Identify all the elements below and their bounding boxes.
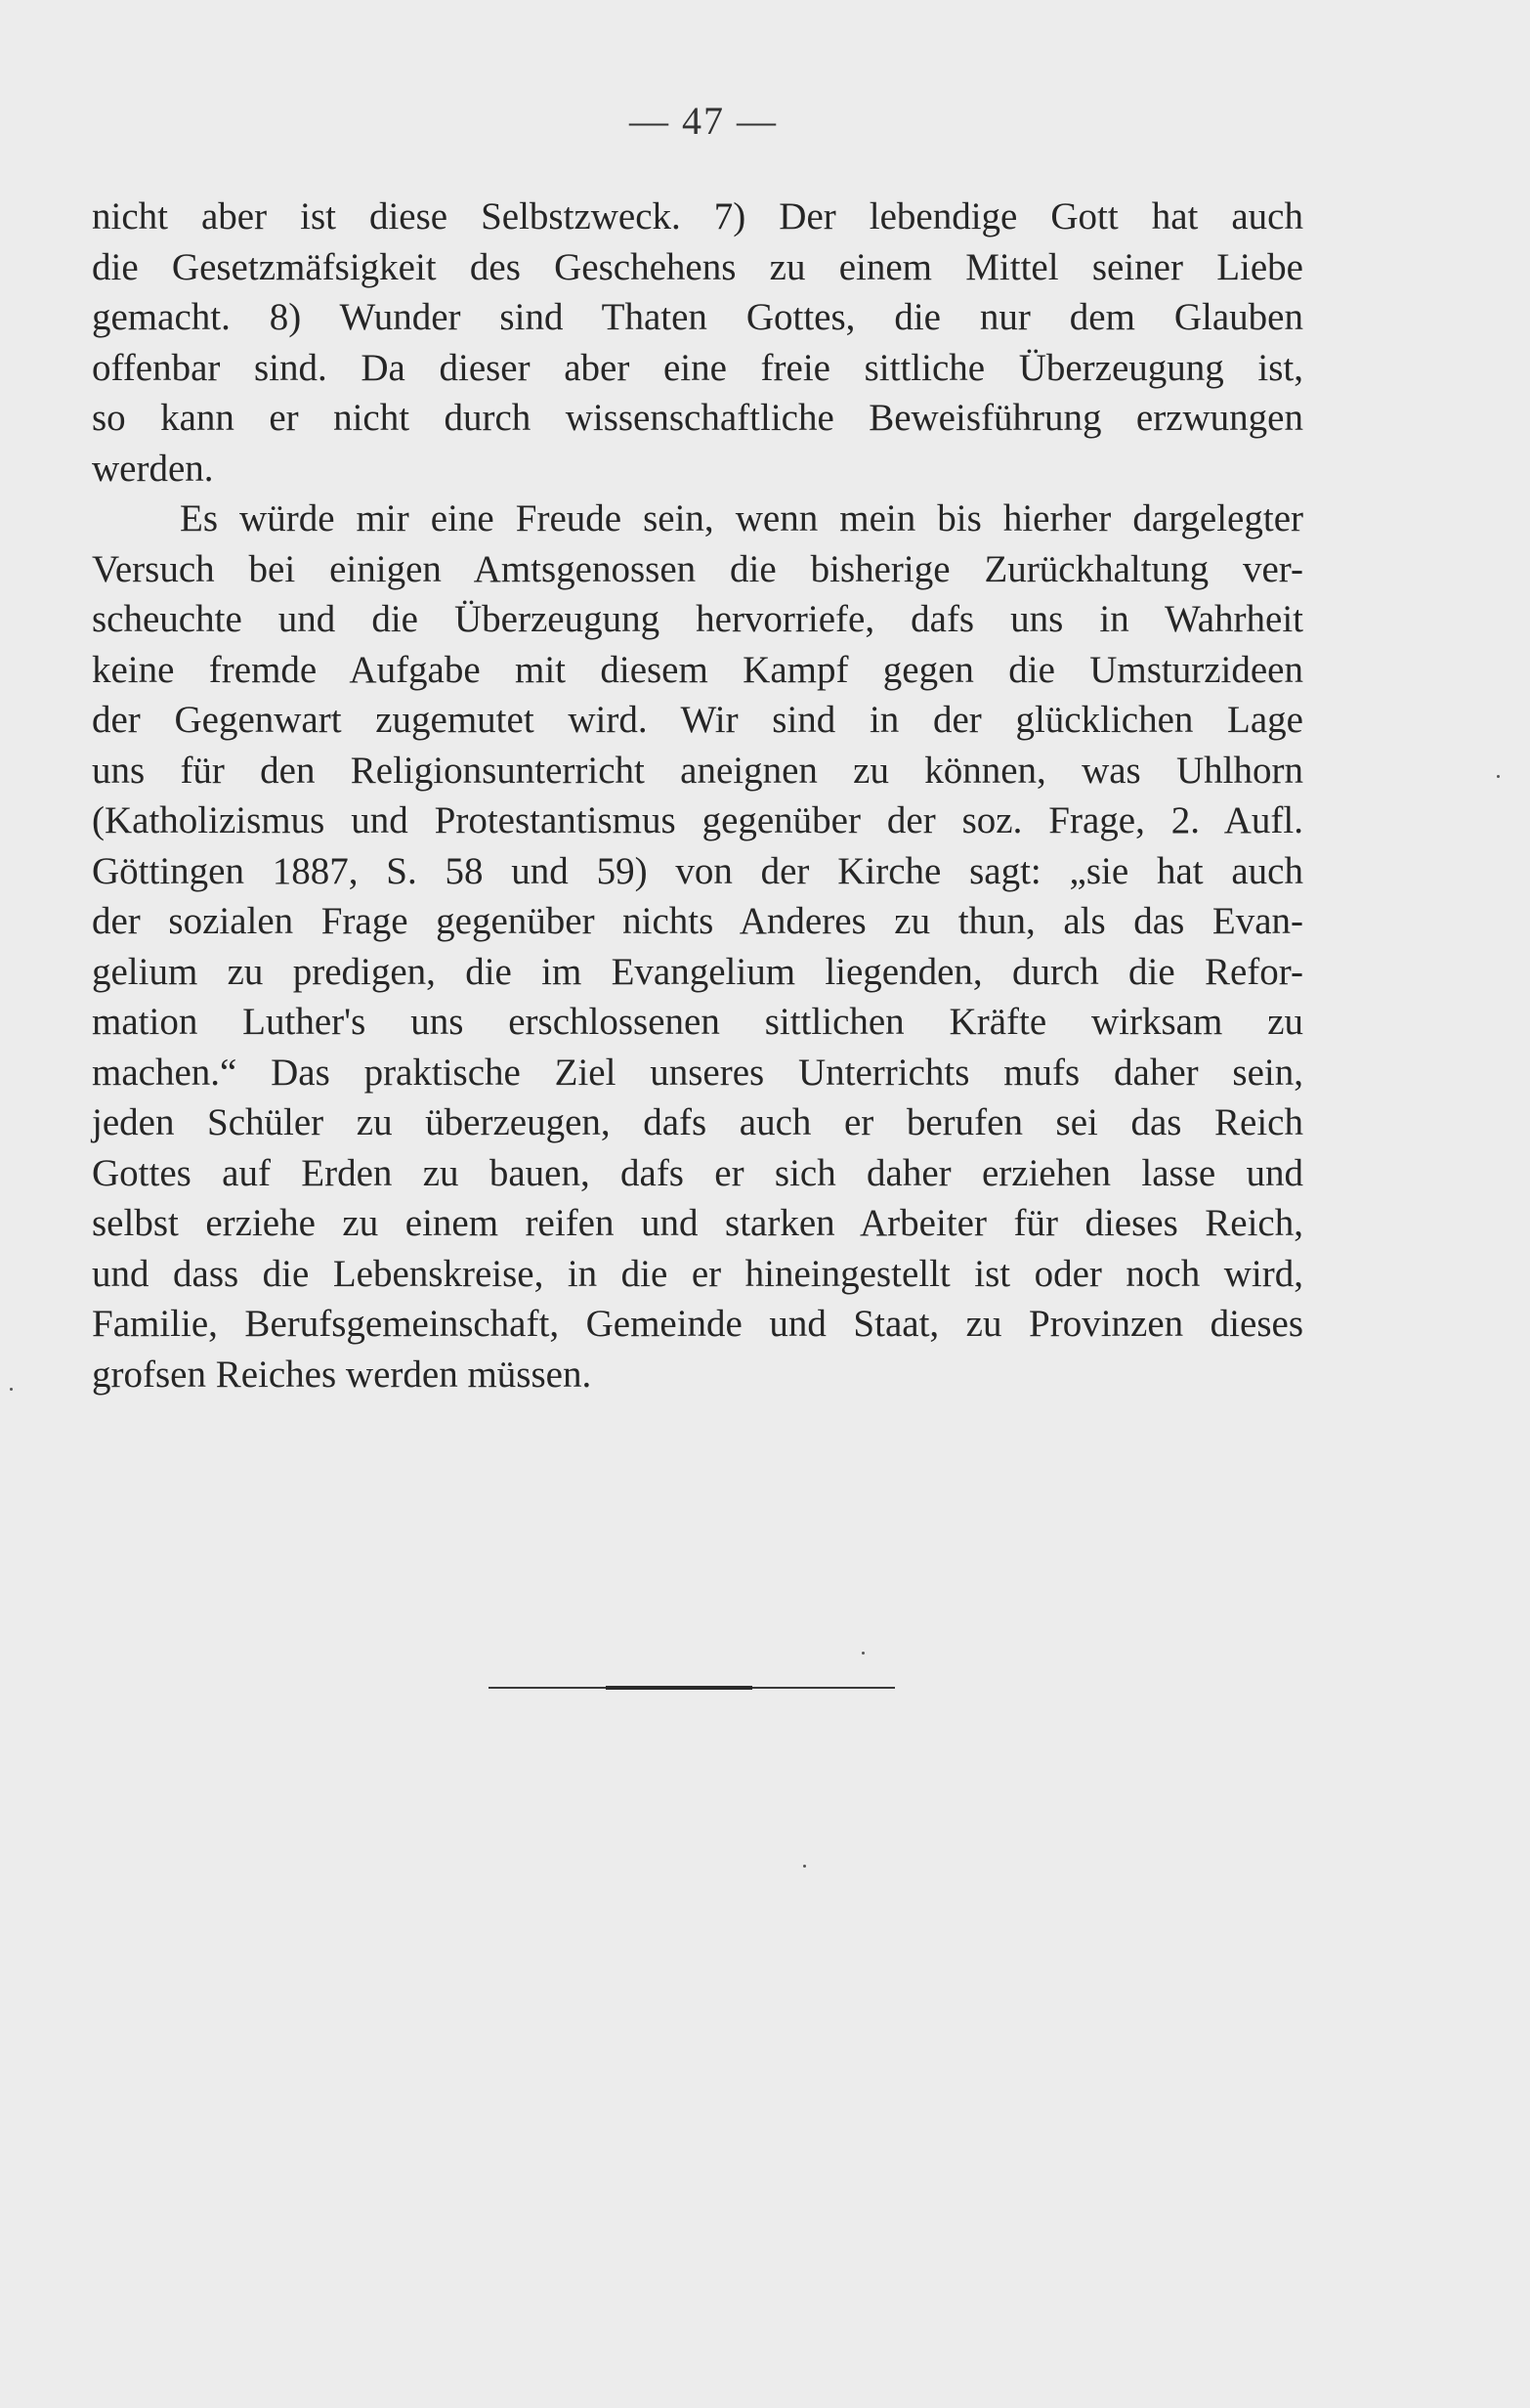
text-line: so kann er nicht durch wissenschaftliche Beweisführung erzwungen: [92, 397, 1303, 439]
text-line: der sozialen Frage gegenüber nichts Anderes zu thun, als das Evan-: [92, 900, 1303, 942]
text-line: selbst erziehe zu einem reifen und starken Arbeiter für dieses Reich,: [92, 1202, 1303, 1244]
text-line: offenbar sind. Da dieser aber eine freie sittliche Überzeugung ist,: [92, 346, 1303, 389]
end-rule-swell: [606, 1686, 752, 1690]
text-line: Familie, Berufsgemeinschaft, Gemeinde und Staat, zu Provinzen dieses: [92, 1303, 1303, 1345]
text-line: Versuch bei einigen Amtsgenossen die bisherige Zurückhaltung ver-: [92, 547, 1303, 590]
text-line: der Gegenwart zugemutet wird. Wir sind in der glücklichen Lage: [92, 699, 1303, 741]
page-number: — 47 —: [629, 99, 778, 143]
text-line: grofsen Reiches werden müssen.: [92, 1353, 592, 1396]
text-line: Es würde mir eine Freude sein, wenn mein bis hierher dargelegter: [180, 497, 1303, 539]
text-line: und dass die Lebenskreise, in die er hineingestellt ist oder noch wird,: [92, 1252, 1303, 1295]
text-line: die Gesetzmäfsigkeit des Geschehens zu einem Mittel seiner Liebe: [92, 245, 1303, 288]
text-line: Göttingen 1887, S. 58 und 59) von der Kirche sagt: „sie hat auch: [92, 849, 1303, 892]
paragraph-1: [92, 192, 1303, 494]
text-line: nicht aber ist diese Selbstzweck. 7) Der lebendige Gott hat auch: [92, 195, 1303, 237]
text-line: uns für den Religionsunterricht aneignen zu können, was Uhlhorn: [92, 749, 1303, 792]
text-line: gelium zu predigen, die im Evangelium liegenden, durch die Refor-: [92, 950, 1303, 993]
text-line: Gottes auf Erden zu bauen, dafs er sich daher erziehen lasse und: [92, 1151, 1303, 1194]
body-text: [92, 192, 1303, 1399]
print-speck: [1497, 775, 1500, 778]
text-line: keine fremde Aufgabe mit diesem Kampf gegen die Umsturzideen: [92, 648, 1303, 691]
text-line: jeden Schüler zu überzeugen, dafs auch er berufen sei das Reich: [92, 1101, 1303, 1143]
print-speck: [862, 1652, 865, 1655]
text-line: werden.: [92, 447, 214, 490]
text-line: machen.“ Das praktische Ziel unseres Unterrichts mufs daher sein,: [92, 1051, 1303, 1094]
text-line: mation Luther's uns erschlossenen sittlichen Kräfte wirksam zu: [92, 1001, 1303, 1043]
text-line: (Katholizismus und Protestantismus gegenüber der soz. Frage, 2. Aufl.: [92, 799, 1303, 841]
print-speck: [803, 1865, 806, 1868]
print-speck: [10, 1388, 13, 1391]
text-line: scheuchte und die Überzeugung hervorriefe, dafs uns in Wahrheit: [92, 598, 1303, 640]
text-line: gemacht. 8) Wunder sind Thaten Gottes, die nur dem Glauben: [92, 296, 1303, 338]
paragraph-2: [92, 494, 1303, 1399]
